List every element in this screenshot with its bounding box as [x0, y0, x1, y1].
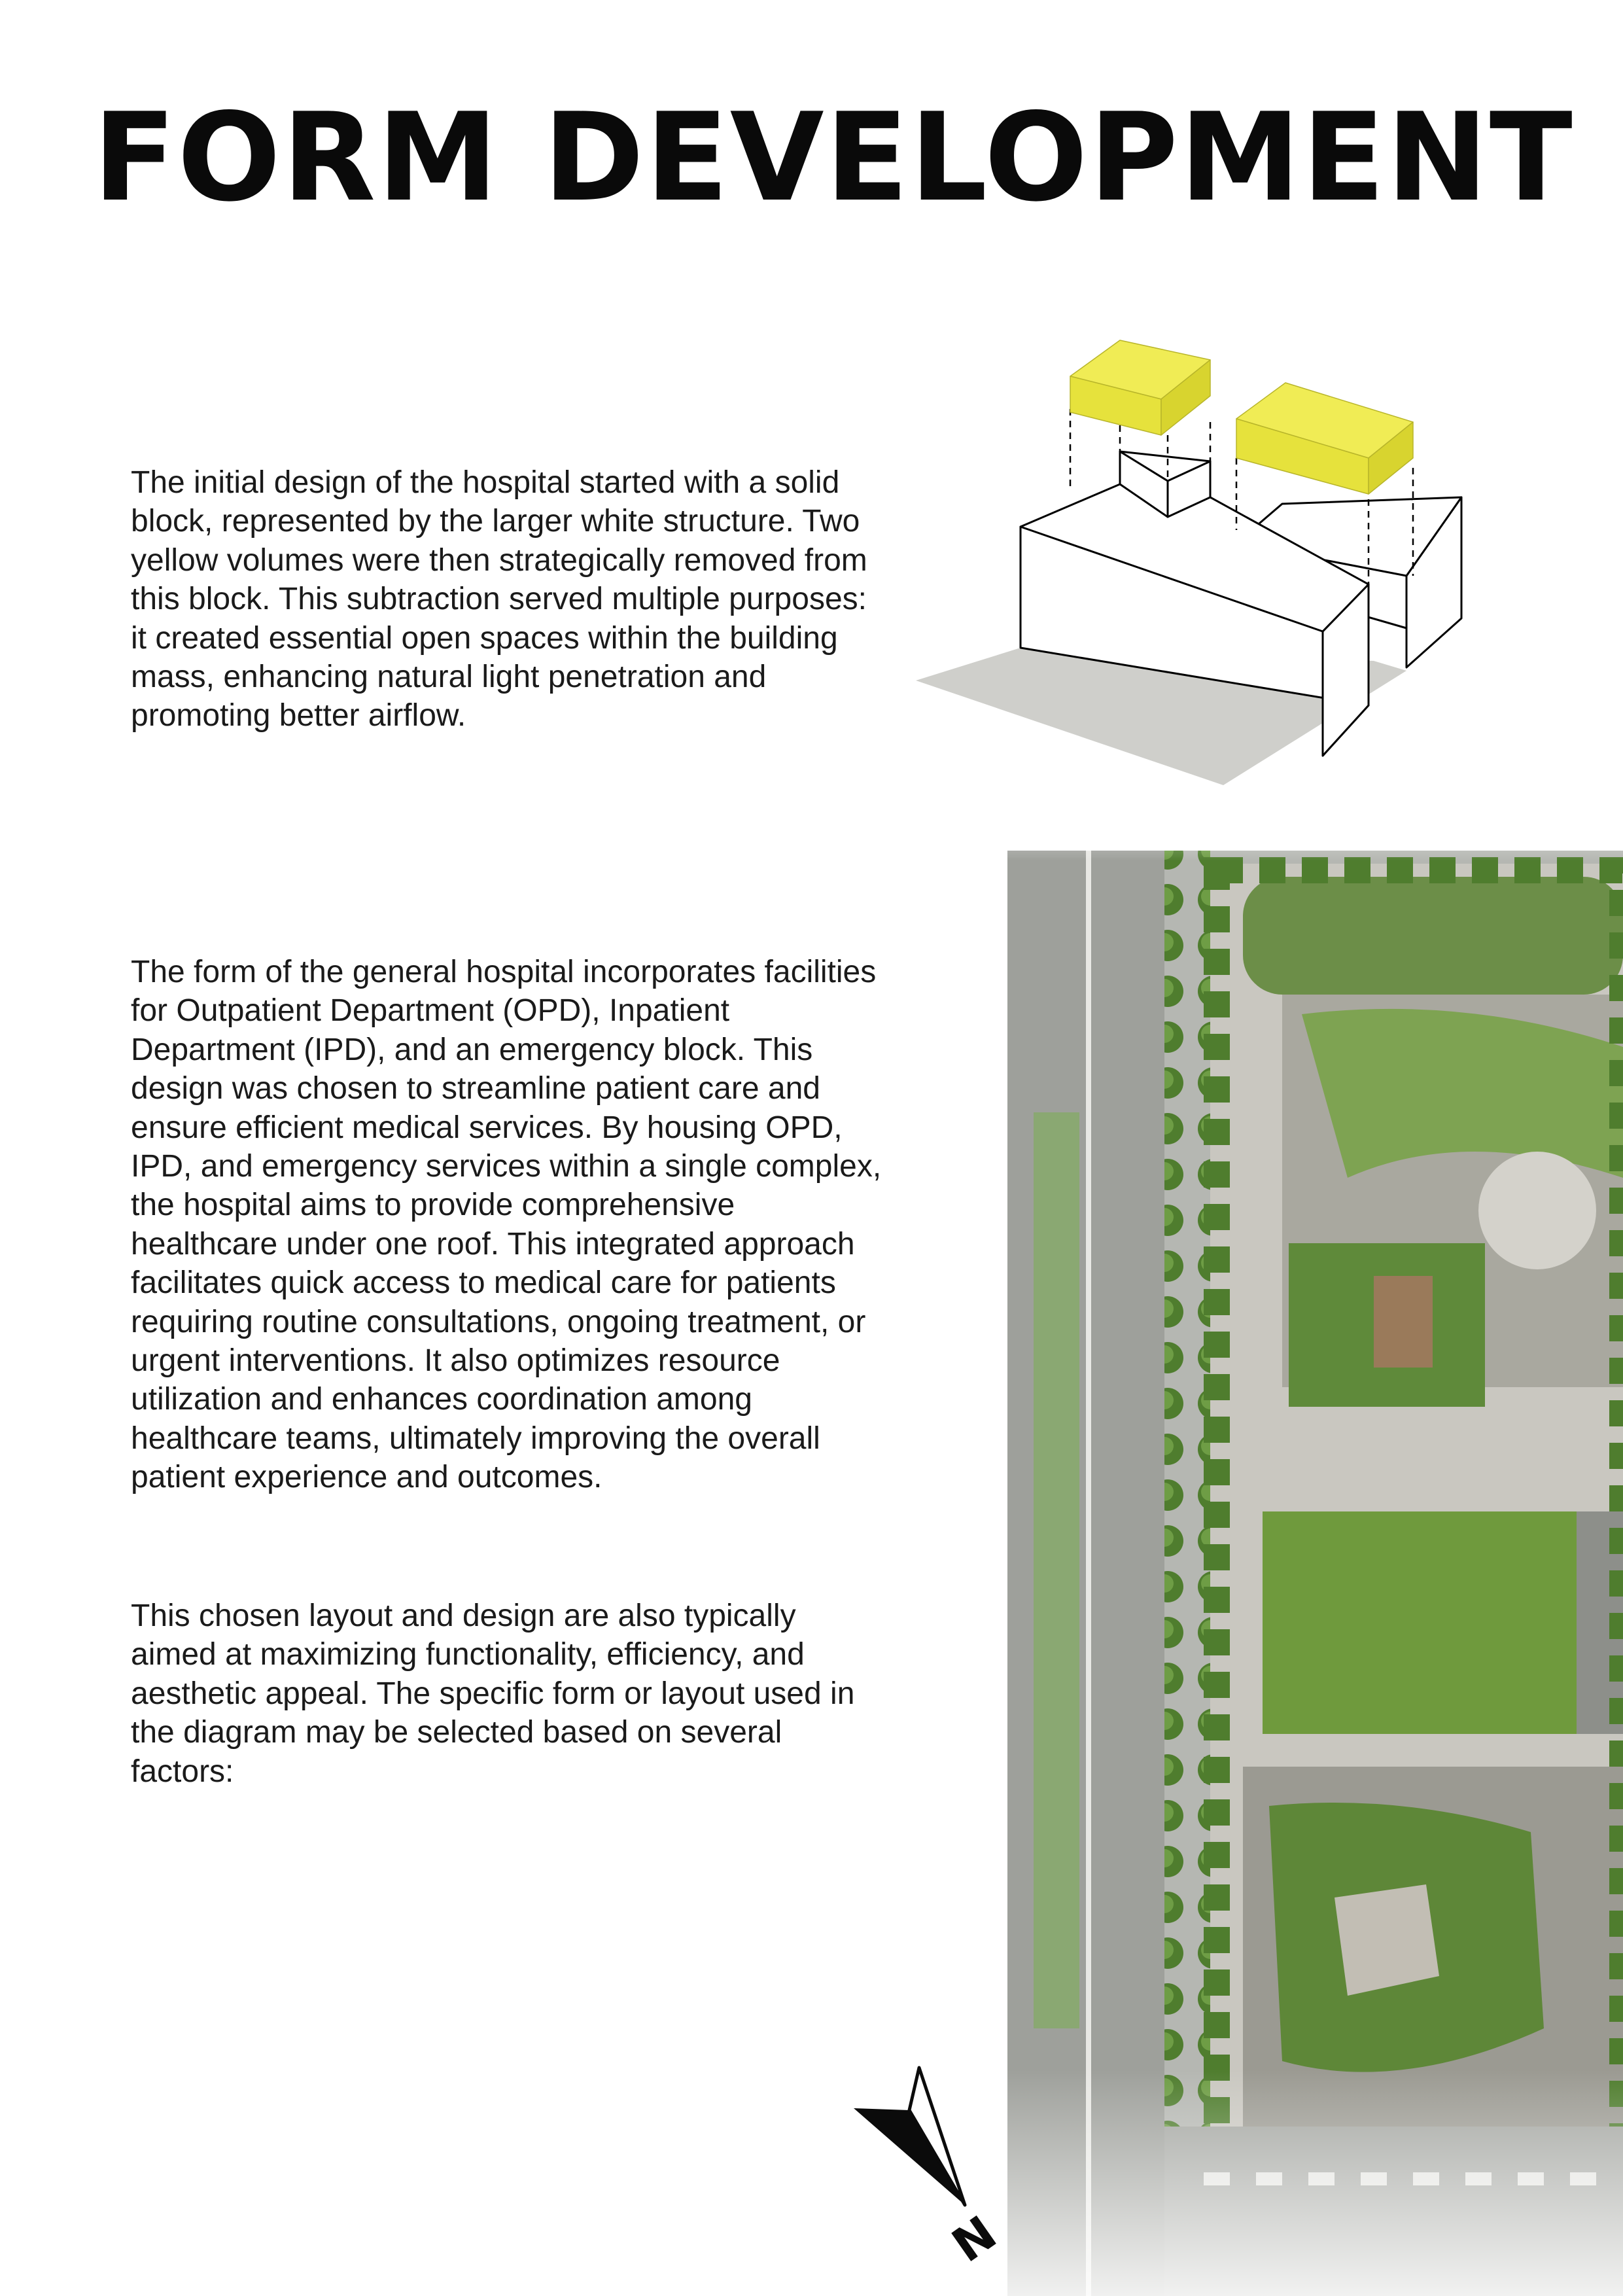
paragraph-line: it created essential open spaces within the building — [131, 620, 838, 656]
paragraph-line: utilization and enhances coordination among — [131, 1382, 752, 1417]
paragraph-line: the diagram may be selected based on several — [131, 1715, 782, 1750]
page-title: FORM DEVELOPMENT — [93, 86, 1574, 228]
paragraph-line: mass, enhancing natural light penetration and — [131, 660, 767, 695]
paragraph-line: ensure efficient medical services. By housing OPD, — [131, 1110, 843, 1145]
paragraph-line: yellow volumes were then strategically removed from — [131, 542, 867, 578]
paragraph-line: Department (IPD), and an emergency block. This — [131, 1032, 813, 1067]
aerial-site-plan-image — [1007, 785, 1623, 2296]
paragraph-line: healthcare teams, ultimately improving the overall — [131, 1421, 820, 1456]
north-arrow-dark-half — [854, 2068, 965, 2205]
form-paragraph — [131, 953, 981, 1497]
paragraph-line: aesthetic appeal. The specific form or layout used in — [131, 1676, 855, 1711]
paragraph-line: for Outpatient Department (OPD), Inpatient — [131, 993, 730, 1029]
paragraph-line: requiring routine consultations, ongoing treatment, or — [131, 1304, 866, 1339]
paragraph-line: patient experience and outcomes. — [131, 1460, 602, 1495]
intro-paragraph — [131, 463, 981, 735]
paragraph-line: design was chosen to streamline patient care and — [131, 1071, 820, 1106]
massing-diagram-icon — [903, 327, 1478, 798]
layout-paragraph — [131, 1597, 981, 1791]
paragraph-line: promoting better airflow. — [131, 698, 466, 733]
paragraph-line: facilitates quick access to medical care for patients — [131, 1265, 836, 1301]
north-arrow-icon — [844, 2055, 1014, 2277]
paragraph-line: healthcare under one roof. This integrated approach — [131, 1226, 855, 1262]
paragraph-line: This chosen layout and design are also typically — [131, 1598, 796, 1633]
paragraph-line: The initial design of the hospital started with a solid — [131, 465, 840, 500]
paragraph-line: IPD, and emergency services within a single complex, — [131, 1149, 882, 1184]
paragraph-line: block, represented by the larger white structure. Two — [131, 504, 860, 539]
paragraph-line: urgent interventions. It also optimizes resource — [131, 1343, 780, 1379]
paragraph-line: factors: — [131, 1754, 234, 1789]
paragraph-line: The form of the general hospital incorporates facilities — [131, 955, 877, 989]
paragraph-line: the hospital aims to provide comprehensive — [131, 1188, 735, 1223]
paragraph-line: this block. This subtraction served multiple purposes: — [131, 582, 867, 617]
north-label: N — [942, 2205, 1007, 2273]
paragraph-line: aimed at maximizing functionality, efficiency, and — [131, 1637, 805, 1672]
